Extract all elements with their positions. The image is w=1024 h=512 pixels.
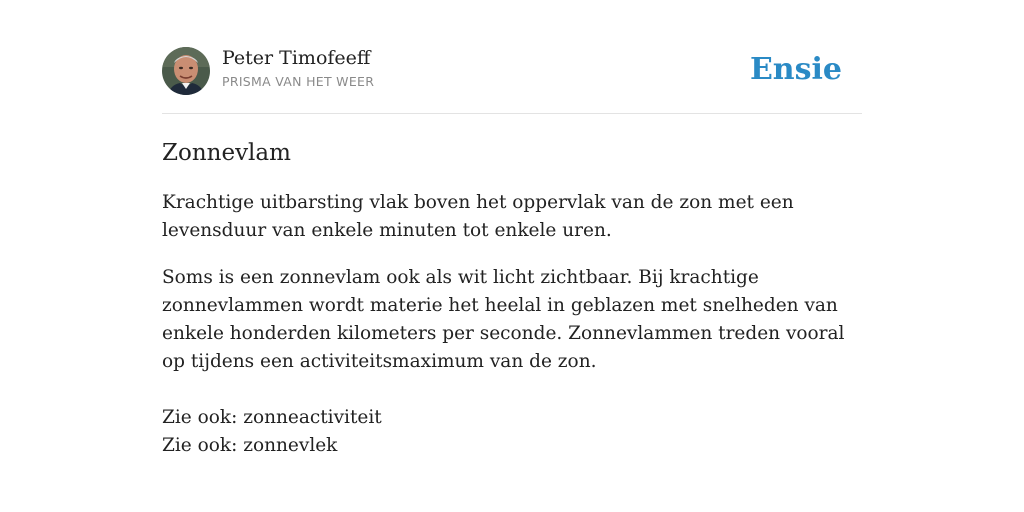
author-name[interactable]: Peter Timofeeff (222, 47, 371, 69)
article-paragraph: Soms is een zonnevlam ook als wit licht zichtbaar. Bij krachtige zonnevlammen wordt materie het heelal in geblazen met snelheden van enkele honderden kilometers per seconde. Zonnevlammen treden vooral op tijdens een activiteitsmaximum van de zon. (162, 267, 845, 372)
brand-logo[interactable]: Ensie (749, 52, 842, 87)
avatar-portrait-icon (162, 47, 210, 95)
article-paragraph: Krachtige uitbarsting vlak boven het oppervlak van de zon met een levensduur van enkele minuten tot enkele uren. (162, 192, 794, 241)
author-subtitle[interactable]: PRISMA VAN HET WEER (222, 74, 375, 89)
header-divider (162, 113, 862, 114)
article-title: Zonnevlam (162, 140, 291, 166)
see-also-list (162, 404, 862, 460)
see-also-item: Zie ook: zonnevlek (162, 435, 338, 456)
see-also-item: Zie ook: zonneactiviteit (162, 407, 382, 428)
author-header (162, 46, 862, 96)
article-body (162, 138, 862, 460)
author-avatar[interactable] (162, 47, 210, 95)
